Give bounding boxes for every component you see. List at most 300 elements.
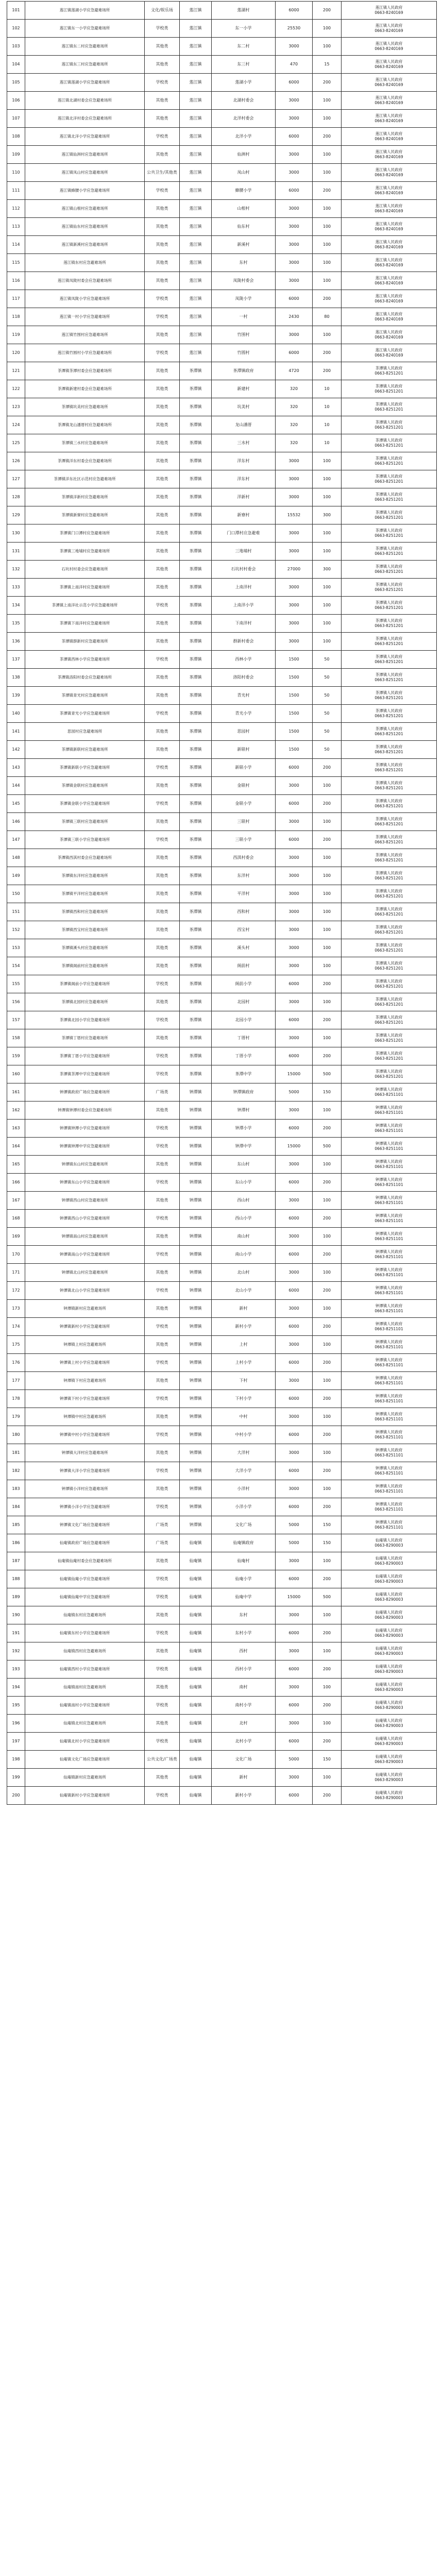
cell-location: 三联小学 (212, 831, 276, 849)
table-row (7, 1480, 437, 1498)
cell-location: 莲湖小学 (212, 74, 276, 92)
cell-area: 1500 (276, 669, 313, 687)
cell-contact: 钟潭镇人民政府 0663-8251101 (342, 1444, 437, 1462)
cell-type: 学校类 (145, 1246, 180, 1264)
cell-type: 学校类 (145, 1588, 180, 1606)
cell-capacity: 100 (313, 164, 342, 182)
cell-type: 学校类 (145, 831, 180, 849)
cell-town: 茶潭镇 (180, 579, 212, 597)
table-row (7, 759, 437, 777)
cell-capacity: 200 (313, 1354, 342, 1372)
table-row (7, 398, 437, 416)
cell-area: 3000 (276, 993, 313, 1011)
cell-location: 莲湖村 (212, 2, 276, 20)
cell-index: 188 (7, 1570, 25, 1588)
cell-town: 莲江镇 (180, 272, 212, 290)
cell-shelter-name: 钟潭镇钟潭村委会应急避难场所 (25, 1101, 145, 1120)
cell-index: 162 (7, 1101, 25, 1120)
cell-index: 196 (7, 1715, 25, 1733)
cell-capacity: 100 (313, 1372, 342, 1390)
cell-type: 文化/娱乐场 (145, 2, 180, 20)
cell-index: 176 (7, 1354, 25, 1372)
cell-contact: 仙庵镇人民政府 0663-8290003 (342, 1715, 437, 1733)
cell-capacity: 100 (313, 470, 342, 488)
cell-contact: 茶潭镇人民政府 0663-8251201 (342, 741, 437, 759)
cell-shelter-name: 仙庵镇西村应急避难场所 (25, 1642, 145, 1660)
table-row (7, 1300, 437, 1318)
table-row (7, 1210, 437, 1228)
cell-contact: 仙庵镇人民政府 0663-8290003 (342, 1733, 437, 1751)
cell-shelter-name: 仙庵镇新村小学应急避难场所 (25, 1787, 145, 1805)
cell-contact: 仙庵镇人民政府 0663-8290003 (342, 1679, 437, 1697)
cell-town: 钟潭镇 (180, 1264, 212, 1282)
table-row (7, 993, 437, 1011)
table-row (7, 1570, 437, 1588)
cell-index: 155 (7, 975, 25, 993)
cell-capacity: 100 (313, 777, 342, 795)
cell-capacity: 200 (313, 362, 342, 380)
cell-town: 莲江镇 (180, 164, 212, 182)
cell-contact: 钟潭镇人民政府 0663-8251101 (342, 1156, 437, 1174)
cell-shelter-name: 钟潭镇新村小学应急避难场所 (25, 1318, 145, 1336)
cell-town: 茶潭镇 (180, 524, 212, 543)
cell-shelter-name: 茶潭镇北园小学应急避难场所 (25, 1011, 145, 1029)
cell-index: 131 (7, 543, 25, 561)
cell-area: 3000 (276, 777, 313, 795)
cell-area: 1500 (276, 651, 313, 669)
cell-capacity: 100 (313, 92, 342, 110)
cell-capacity: 200 (313, 1246, 342, 1264)
cell-type: 其他类 (145, 1769, 180, 1787)
cell-capacity: 200 (313, 1210, 342, 1228)
cell-shelter-name: 莲江镇仙洲村应急避难场所 (25, 146, 145, 164)
table-row (7, 290, 437, 308)
table-row (7, 1120, 437, 1138)
cell-location: 东村 (212, 1606, 276, 1624)
cell-capacity: 200 (313, 1390, 342, 1408)
cell-contact: 仙庵镇人民政府 0663-8290003 (342, 1552, 437, 1570)
cell-town: 茶潭镇 (180, 921, 212, 939)
cell-shelter-name: 茶潭镇西林小学应急避难场所 (25, 651, 145, 669)
cell-contact: 茶潭镇人民政府 0663-8251201 (342, 831, 437, 849)
cell-capacity: 10 (313, 416, 342, 434)
cell-index: 118 (7, 308, 25, 326)
cell-capacity: 100 (313, 1715, 342, 1733)
cell-town: 茶潭镇 (180, 506, 212, 524)
cell-capacity: 300 (313, 506, 342, 524)
table-row (7, 1138, 437, 1156)
cell-location: 上村小学 (212, 1354, 276, 1372)
cell-area: 3000 (276, 1552, 313, 1570)
cell-location: 大洋小学 (212, 1462, 276, 1480)
cell-contact: 茶潭镇人民政府 0663-8251201 (342, 975, 437, 993)
cell-index: 112 (7, 200, 25, 218)
cell-contact: 茶潭镇人民政府 0663-8251201 (342, 579, 437, 597)
cell-index: 148 (7, 849, 25, 867)
cell-location: 西和村 (212, 903, 276, 921)
cell-area: 320 (276, 416, 313, 434)
cell-town: 莲江镇 (180, 74, 212, 92)
cell-area: 5000 (276, 1534, 313, 1552)
cell-shelter-name: 茶潭镇新联小学应急避难场所 (25, 759, 145, 777)
cell-area: 3000 (276, 849, 313, 867)
cell-index: 195 (7, 1697, 25, 1715)
cell-location: 青光村 (212, 687, 276, 705)
cell-location: 东村 (212, 254, 276, 272)
cell-capacity: 100 (313, 146, 342, 164)
cell-location: 北洋小学 (212, 128, 276, 146)
cell-location: 西村 (212, 1642, 276, 1660)
cell-town: 莲江镇 (180, 92, 212, 110)
cell-type: 学校类 (145, 308, 180, 326)
cell-area: 6000 (276, 1462, 313, 1480)
table-row (7, 741, 437, 759)
cell-index: 106 (7, 92, 25, 110)
cell-location: 金联小学 (212, 795, 276, 813)
cell-shelter-name: 莲江镇北洋村委会应急避难场所 (25, 110, 145, 128)
cell-town: 钟潭镇 (180, 1480, 212, 1498)
cell-capacity: 200 (313, 1462, 342, 1480)
cell-index: 140 (7, 705, 25, 723)
cell-index: 200 (7, 1787, 25, 1805)
table-row (7, 615, 437, 633)
table-row (7, 1660, 437, 1679)
cell-location: 阁前小学 (212, 975, 276, 993)
cell-shelter-name: 仙庵镇东村应急避难场所 (25, 1606, 145, 1624)
cell-capacity: 200 (313, 1570, 342, 1588)
cell-contact: 仙庵镇人民政府 0663-8290003 (342, 1751, 437, 1769)
cell-capacity: 200 (313, 1174, 342, 1192)
cell-type: 其他类 (145, 993, 180, 1011)
table-row (7, 1751, 437, 1769)
cell-shelter-name: 茶潭镇青光村应急避难场所 (25, 687, 145, 705)
cell-area: 3000 (276, 597, 313, 615)
cell-capacity: 100 (313, 885, 342, 903)
cell-type: 其他类 (145, 939, 180, 957)
cell-contact: 茶潭镇人民政府 0663-8251201 (342, 993, 437, 1011)
cell-type: 学校类 (145, 1426, 180, 1444)
cell-contact: 茶潭镇人民政府 0663-8251201 (342, 416, 437, 434)
cell-index: 128 (7, 488, 25, 506)
cell-capacity: 100 (313, 218, 342, 236)
cell-index: 180 (7, 1426, 25, 1444)
cell-type: 其他类 (145, 434, 180, 452)
cell-contact: 茶潭镇人民政府 0663-8251201 (342, 903, 437, 921)
cell-contact: 莲江镇人民政府 0663-8240169 (342, 2, 437, 20)
cell-type: 其他类 (145, 579, 180, 597)
cell-shelter-name: 莲江镇竹围村应急避难场所 (25, 326, 145, 344)
cell-town: 莲江镇 (180, 38, 212, 56)
table-row (7, 1101, 437, 1120)
cell-contact: 莲江镇人民政府 0663-8240169 (342, 254, 437, 272)
cell-capacity: 200 (313, 1318, 342, 1336)
cell-location: 钟潭村 (212, 1101, 276, 1120)
cell-type: 其他类 (145, 452, 180, 470)
cell-town: 茶潭镇 (180, 867, 212, 885)
cell-capacity: 100 (313, 254, 342, 272)
cell-contact: 茶潭镇人民政府 0663-8251201 (342, 1047, 437, 1065)
cell-area: 6000 (276, 1120, 313, 1138)
cell-contact: 钟潭镇人民政府 0663-8251101 (342, 1498, 437, 1516)
cell-index: 160 (7, 1065, 25, 1083)
cell-type: 学校类 (145, 1047, 180, 1065)
cell-shelter-name: 茶潭镇三联小学应急避难场所 (25, 831, 145, 849)
cell-town: 莲江镇 (180, 182, 212, 200)
cell-contact: 茶潭镇人民政府 0663-8251201 (342, 380, 437, 398)
cell-location: 仙东村 (212, 218, 276, 236)
table-row (7, 921, 437, 939)
cell-area: 3000 (276, 524, 313, 543)
cell-contact: 钟潭镇人民政府 0663-8251101 (342, 1426, 437, 1444)
cell-contact: 钟潭镇人民政府 0663-8251101 (342, 1372, 437, 1390)
cell-contact: 仙庵镇人民政府 0663-8290003 (342, 1769, 437, 1787)
table-row (7, 1083, 437, 1101)
cell-type: 学校类 (145, 1624, 180, 1642)
cell-shelter-name: 茶潭镇三地埔村应急避难场所 (25, 543, 145, 561)
cell-contact: 莲江镇人民政府 0663-8240169 (342, 74, 437, 92)
cell-contact: 茶潭镇人民政府 0663-8251201 (342, 795, 437, 813)
cell-contact: 钟潭镇人民政府 0663-8251101 (342, 1390, 437, 1408)
cell-shelter-name: 莲江镇东一小学应急避难场所 (25, 20, 145, 38)
cell-location: 坑美村 (212, 398, 276, 416)
cell-capacity: 100 (313, 597, 342, 615)
cell-town: 茶潭镇 (180, 993, 212, 1011)
cell-contact: 莲江镇人民政府 0663-8240169 (342, 326, 437, 344)
cell-town: 莲江镇 (180, 128, 212, 146)
cell-shelter-name: 钟潭镇大洋小学应急避难场所 (25, 1462, 145, 1480)
cell-index: 150 (7, 885, 25, 903)
cell-location: 东三村 (212, 56, 276, 74)
cell-shelter-name: 茶潭镇洛阳村委会应急避难场所 (25, 669, 145, 687)
cell-type: 其他类 (145, 867, 180, 885)
cell-capacity: 100 (313, 993, 342, 1011)
cell-town: 茶潭镇 (180, 939, 212, 957)
cell-area: 3000 (276, 272, 313, 290)
cell-shelter-name: 莲江镇蜂腰小学应急避难场所 (25, 182, 145, 200)
cell-location: 洋东村 (212, 452, 276, 470)
cell-contact: 莲江镇人民政府 0663-8240169 (342, 164, 437, 182)
cell-area: 6000 (276, 759, 313, 777)
cell-capacity: 100 (313, 200, 342, 218)
cell-capacity: 500 (313, 1138, 342, 1156)
cell-index: 164 (7, 1138, 25, 1156)
cell-index: 198 (7, 1751, 25, 1769)
cell-capacity: 200 (313, 1011, 342, 1029)
cell-index: 183 (7, 1480, 25, 1498)
cell-type: 学校类 (145, 1318, 180, 1336)
cell-shelter-name: 茶潭镇溪头村应急避难场所 (25, 939, 145, 957)
cell-contact: 莲江镇人民政府 0663-8240169 (342, 236, 437, 254)
cell-town: 茶潭镇 (180, 777, 212, 795)
cell-area: 6000 (276, 74, 313, 92)
cell-index: 165 (7, 1156, 25, 1174)
cell-shelter-name: 茶潭镇丁厝小学应急避难场所 (25, 1047, 145, 1065)
cell-town: 仙庵镇 (180, 1697, 212, 1715)
cell-contact: 莲江镇人民政府 0663-8240169 (342, 128, 437, 146)
cell-location: 新村 (212, 1300, 276, 1318)
cell-contact: 茶潭镇人民政府 0663-8251201 (342, 615, 437, 633)
cell-capacity: 50 (313, 687, 342, 705)
cell-location: 西宝村 (212, 921, 276, 939)
cell-shelter-name: 莲江镇一村小学应急避难场所 (25, 308, 145, 326)
cell-location: 新溪村 (212, 236, 276, 254)
cell-shelter-name: 钟潭镇大洋村应急避难场所 (25, 1444, 145, 1462)
cell-location: 文化广场 (212, 1516, 276, 1534)
cell-location: 中村 (212, 1408, 276, 1426)
cell-capacity: 10 (313, 434, 342, 452)
table-row (7, 488, 437, 506)
cell-index: 197 (7, 1733, 25, 1751)
cell-type: 其他类 (145, 326, 180, 344)
cell-area: 15532 (276, 506, 313, 524)
cell-area: 5000 (276, 1083, 313, 1101)
cell-index: 194 (7, 1679, 25, 1697)
cell-capacity: 100 (313, 1606, 342, 1624)
cell-contact: 茶潭镇人民政府 0663-8251201 (342, 867, 437, 885)
cell-contact: 茶潭镇人民政府 0663-8251201 (342, 452, 437, 470)
cell-capacity: 100 (313, 1228, 342, 1246)
cell-location: 思园村 (212, 723, 276, 741)
cell-location: 东村小学 (212, 1624, 276, 1642)
cell-capacity: 100 (313, 921, 342, 939)
cell-shelter-name: 钟潭镇上村应急避难场所 (25, 1336, 145, 1354)
cell-shelter-name: 茶潭镇茶潭中学应急避难场所 (25, 1065, 145, 1083)
cell-location: 仙洲村 (212, 146, 276, 164)
cell-index: 152 (7, 921, 25, 939)
cell-location: 东一小学 (212, 20, 276, 38)
cell-type: 广场类 (145, 1083, 180, 1101)
cell-location: 北园小学 (212, 1011, 276, 1029)
cell-contact: 莲江镇人民政府 0663-8240169 (342, 110, 437, 128)
cell-capacity: 100 (313, 488, 342, 506)
cell-town: 莲江镇 (180, 56, 212, 74)
cell-area: 3000 (276, 903, 313, 921)
cell-index: 186 (7, 1534, 25, 1552)
cell-capacity: 200 (313, 975, 342, 993)
cell-index: 102 (7, 20, 25, 38)
cell-capacity: 100 (313, 1480, 342, 1498)
cell-capacity: 200 (313, 182, 342, 200)
cell-town: 仙庵镇 (180, 1552, 212, 1570)
cell-capacity: 100 (313, 813, 342, 831)
cell-type: 其他类 (145, 56, 180, 74)
cell-town: 钟潭镇 (180, 1083, 212, 1101)
table-row (7, 164, 437, 182)
cell-type: 学校类 (145, 1065, 180, 1083)
cell-area: 3000 (276, 146, 313, 164)
cell-town: 茶潭镇 (180, 597, 212, 615)
cell-type: 学校类 (145, 1733, 180, 1751)
cell-area: 3000 (276, 200, 313, 218)
cell-shelter-name: 茶潭镇丁厝村应急避难场所 (25, 1029, 145, 1047)
cell-town: 茶潭镇 (180, 795, 212, 813)
cell-shelter-name: 仙庵镇仙庵小学应急避难场所 (25, 1570, 145, 1588)
cell-area: 3000 (276, 615, 313, 633)
cell-shelter-name: 钟潭镇文化广场应急避难场所 (25, 1516, 145, 1534)
cell-town: 莲江镇 (180, 290, 212, 308)
cell-capacity: 100 (313, 867, 342, 885)
cell-area: 6000 (276, 1047, 313, 1065)
cell-contact: 茶潭镇人民政府 0663-8251201 (342, 597, 437, 615)
cell-location: 竹圆村 (212, 344, 276, 362)
cell-town: 莲江镇 (180, 254, 212, 272)
table-row (7, 416, 437, 434)
cell-type: 学校类 (145, 1390, 180, 1408)
table-row (7, 1246, 437, 1264)
cell-capacity: 100 (313, 20, 342, 38)
cell-shelter-name: 茶潭镇上南洋村应急避难场所 (25, 579, 145, 597)
cell-town: 莲江镇 (180, 110, 212, 128)
cell-index: 132 (7, 561, 25, 579)
cell-town: 茶潭镇 (180, 488, 212, 506)
cell-index: 190 (7, 1606, 25, 1624)
cell-capacity: 300 (313, 561, 342, 579)
cell-contact: 莲江镇人民政府 0663-8240169 (342, 20, 437, 38)
cell-shelter-name: 茶潭镇群新村应急避难场所 (25, 633, 145, 651)
cell-town: 钟潭镇 (180, 1444, 212, 1462)
cell-capacity: 50 (313, 705, 342, 723)
cell-index: 158 (7, 1029, 25, 1047)
cell-type: 其他类 (145, 488, 180, 506)
cell-shelter-name: 钟潭镇北山小学应急避难场所 (25, 1282, 145, 1300)
cell-capacity: 200 (313, 795, 342, 813)
table-row (7, 831, 437, 849)
cell-area: 3000 (276, 164, 313, 182)
cell-type: 其他类 (145, 362, 180, 380)
table-row (7, 1408, 437, 1426)
cell-index: 168 (7, 1210, 25, 1228)
cell-type: 广场类 (145, 1534, 180, 1552)
cell-index: 130 (7, 524, 25, 543)
cell-area: 6000 (276, 128, 313, 146)
cell-contact: 茶潭镇人民政府 0663-8251201 (342, 921, 437, 939)
cell-location: 西林小学 (212, 651, 276, 669)
cell-location: 洛阳村委会 (212, 669, 276, 687)
cell-type: 学校类 (145, 344, 180, 362)
cell-shelter-name: 茶潭镇三水村应急避难场所 (25, 434, 145, 452)
cell-town: 钟潭镇 (180, 1408, 212, 1426)
cell-contact: 茶潭镇人民政府 0663-8251201 (342, 669, 437, 687)
table-row (7, 182, 437, 200)
cell-area: 3000 (276, 110, 313, 128)
cell-capacity: 200 (313, 1498, 342, 1516)
cell-capacity: 200 (313, 759, 342, 777)
cell-shelter-name: 莲江镇凤陇小学应急避难场所 (25, 290, 145, 308)
cell-town: 茶潭镇 (180, 957, 212, 975)
table-row (7, 20, 437, 38)
table-row (7, 1606, 437, 1624)
cell-index: 136 (7, 633, 25, 651)
cell-capacity: 100 (313, 236, 342, 254)
cell-area: 6000 (276, 795, 313, 813)
cell-area: 3000 (276, 254, 313, 272)
cell-contact: 茶潭镇人民政府 0663-8251201 (342, 705, 437, 723)
cell-contact: 莲江镇人民政府 0663-8240169 (342, 92, 437, 110)
cell-location: 大洋村 (212, 1444, 276, 1462)
cell-type: 其他类 (145, 398, 180, 416)
table-row (7, 1047, 437, 1065)
cell-shelter-name: 茶潭镇新寮村应急避难场所 (25, 506, 145, 524)
cell-capacity: 100 (313, 615, 342, 633)
cell-shelter-name: 莲江镇竹圆村小学应急避难场所 (25, 344, 145, 362)
cell-contact: 钟潭镇人民政府 0663-8251101 (342, 1336, 437, 1354)
cell-contact: 莲江镇人民政府 0663-8240169 (342, 344, 437, 362)
cell-location: 新联村 (212, 741, 276, 759)
cell-type: 其他类 (145, 1480, 180, 1498)
cell-index: 179 (7, 1408, 25, 1426)
table-row (7, 1516, 437, 1534)
cell-area: 3000 (276, 236, 313, 254)
